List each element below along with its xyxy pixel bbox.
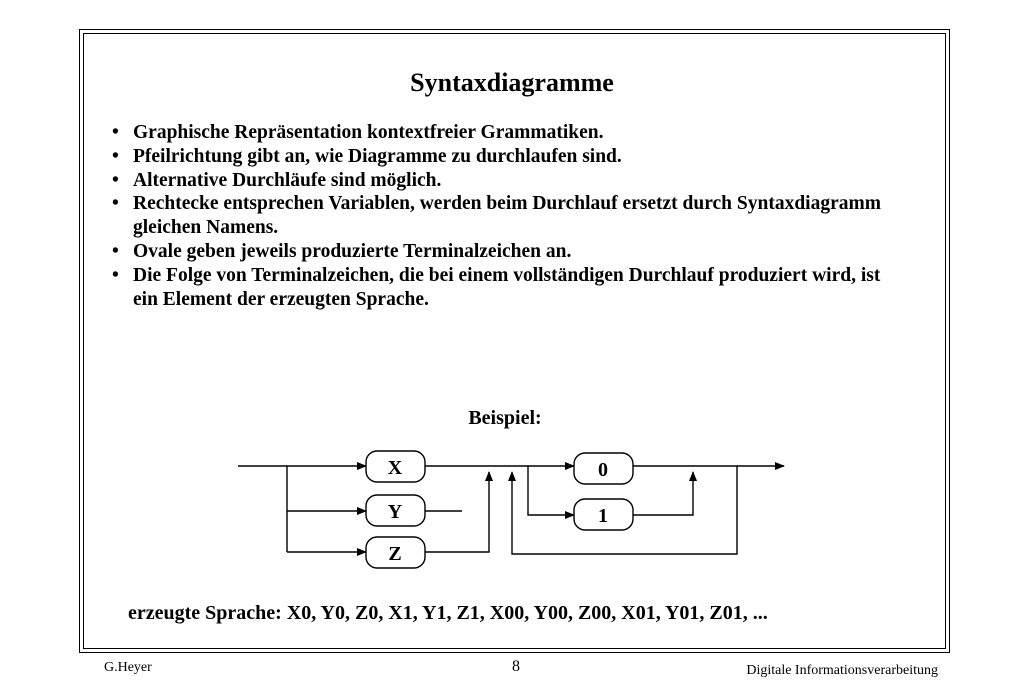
bullet-text: Rechtecke entsprechen Variablen, werden beim Durchlauf ersetzt durch Syntaxdiagramm gleichen Namens. [133,193,881,239]
bullet-dot: • [112,264,119,286]
footer-course: Digitale Informationsverarbeitung [746,663,938,678]
bullet-text: Ovale geben jeweils produzierte Terminalzeichen an. [133,240,572,262]
one-output-line [633,472,693,515]
terminal-label-1: 1 [598,505,608,527]
generated-language: erzeugte Sprache: X0, Y0, Z0, X1, Y1, Z1, X00, Y00, Z00, X01, Y01, Z01, ... [128,602,768,624]
terminal-label-y: Y [387,501,403,523]
footer-author: G.Heyer [104,660,152,675]
bullet-text: Pfeilrichtung gibt an, wie Diagramme zu durchlaufen sind. [133,145,622,167]
terminal-label-x: X [387,457,403,479]
bullet-dot: • [112,169,119,191]
second-branch-line [528,466,574,515]
bullet-text: Alternative Durchläufe sind möglich. [133,169,442,191]
example-label: Beispiel: [468,407,542,429]
slide-title: Syntaxdiagramme [410,68,614,97]
bullet-dot: • [112,122,119,143]
bullet-dot: • [112,145,119,167]
terminal-label-z: Z [388,543,402,565]
bullet-text: Graphische Repräsentation kontextfreier Grammatiken. [133,122,604,143]
footer-page-number: 8 [512,658,520,675]
bullet-text: Die Folge von Terminalzeichen, die bei einem vollständigen Durchlauf produziert wird, ist ein Element der erzeugten Sprache. [133,264,881,310]
terminal-label-0: 0 [598,459,608,481]
z-output-line [425,472,489,552]
bullet-dot: • [112,240,119,262]
bullet-dot: • [112,193,119,215]
